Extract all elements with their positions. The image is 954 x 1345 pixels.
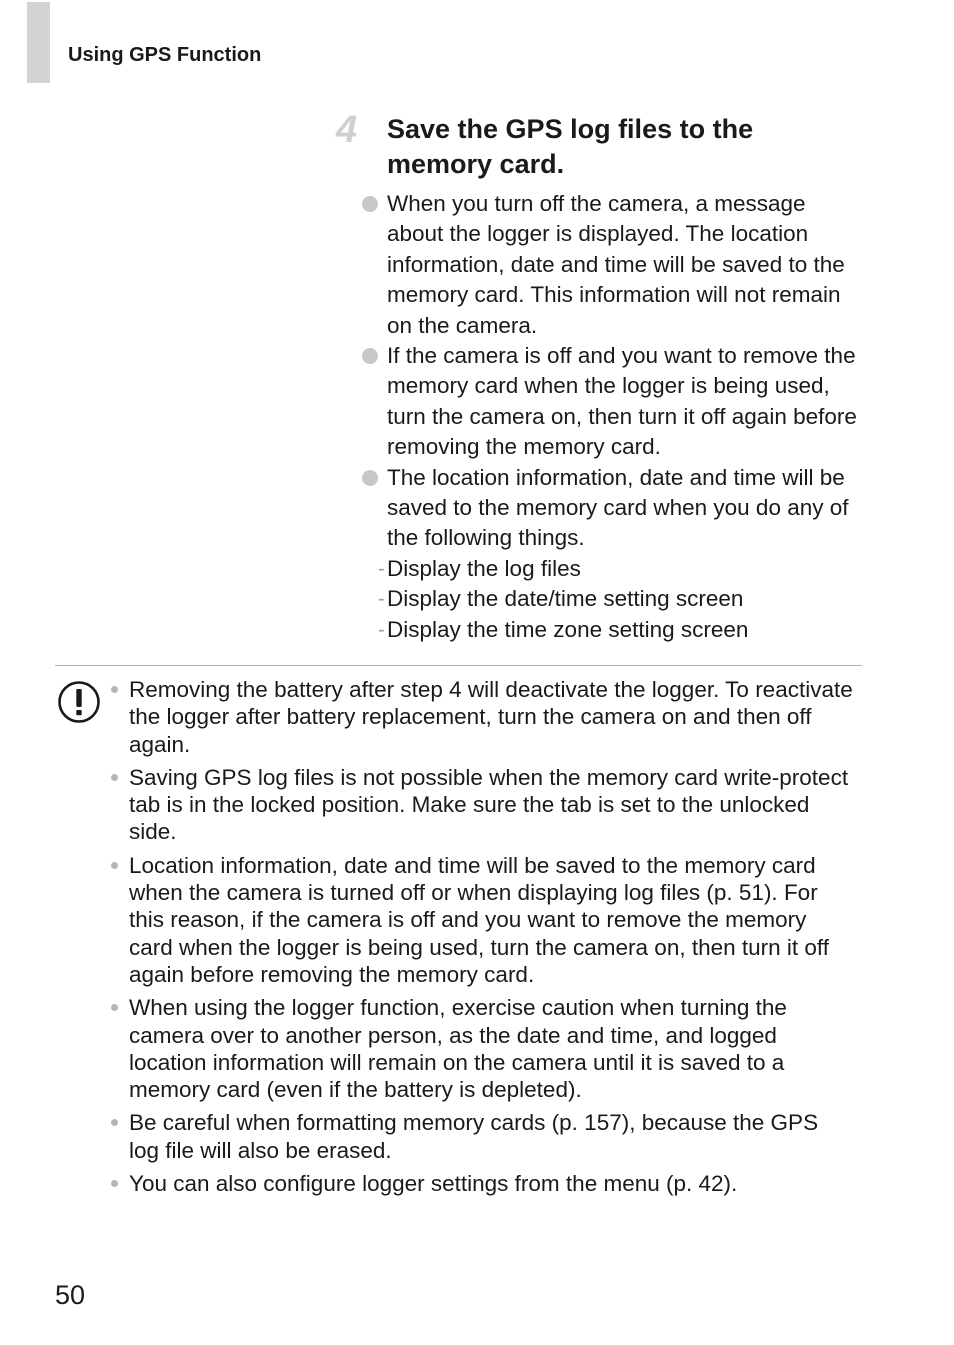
caution-note [108,676,853,758]
step-bullet [360,341,860,463]
caution-note [108,852,853,988]
page-number: 50 [55,1280,86,1310]
bullet-dot-icon [111,862,118,869]
bullet-circle-icon [362,470,378,486]
step-sub-item [360,615,860,645]
section-divider [55,665,862,666]
bullet-circle-icon [362,348,378,364]
step-title: Save the GPS log files to the memory card. [387,114,754,179]
bullet-dot-icon [111,686,118,693]
step-bullet-list [360,189,860,645]
caution-note [108,994,853,1103]
step-sub-item-text: Display the log files [387,555,581,581]
step-bullet [360,463,860,554]
bullet-dot-icon [111,774,118,781]
step-number: 4 [336,109,358,151]
bullet-dot-icon [111,1119,118,1126]
caution-note-text: When using the logger function, exercise caution when turning the camera over to another person, as the date and time, and logged location information will remain on the camera until it is saved to a memory card (even if the battery is depleted). [129,995,787,1103]
caution-note-text: Be careful when formatting memory cards (p. 157), because the GPS log file will also be erased. [129,1110,819,1163]
caution-note-text: You can also configure logger settings from the menu (p. 42). [129,1171,738,1197]
section-tab-marker [27,2,50,83]
step-bullet-text: The location information, date and time will be saved to the memory card when you do any of the following things. [387,464,849,551]
step-bullet-text: If the camera is off and you want to remove the memory card when the logger is being used, turn the camera on, then turn it off again before removing the memory card. [387,343,857,460]
caution-icon [57,680,101,724]
caution-note-text: Removing the battery after step 4 will deactivate the logger. To reactivate the logger after battery replacement, turn the camera on and then off again. [129,677,853,757]
bullet-dot-icon [111,1004,118,1011]
caution-note [108,764,853,846]
caution-note [108,1170,853,1197]
bullet-dot-icon [111,1180,118,1187]
caution-note-list [108,676,853,1203]
step-bullet-text: When you turn off the camera, a message about the logger is displayed. The location information, date and time will be saved to the memory card. This information will not remain on the camera. [387,191,845,338]
step-sub-item [360,584,860,614]
dash-icon: - [378,588,385,611]
caution-note-text: Saving GPS log files is not possible when the memory card write-protect tab is in the locked position. Make sure the tab is set to the unlocked side. [129,764,849,845]
dash-icon: - [378,618,385,641]
caution-note-text: Location information, date and time will be saved to the memory card when the camera is turned off or when displaying log files (p. 51). For this reason, if the camera is off and you want to remove the memory card when the logger is being used, turn the camera on, then turn it off again before removing the memory card. [129,852,830,987]
step-sub-item-text: Display the time zone setting screen [387,616,749,642]
step-bullet [360,189,860,341]
step-sub-item-text: Display the date/time setting screen [387,586,744,612]
dash-icon: - [378,557,385,580]
bullet-circle-icon [362,196,378,212]
caution-note [108,1109,853,1164]
section-header: Using GPS Function [68,44,262,66]
step-sub-item [360,554,860,584]
